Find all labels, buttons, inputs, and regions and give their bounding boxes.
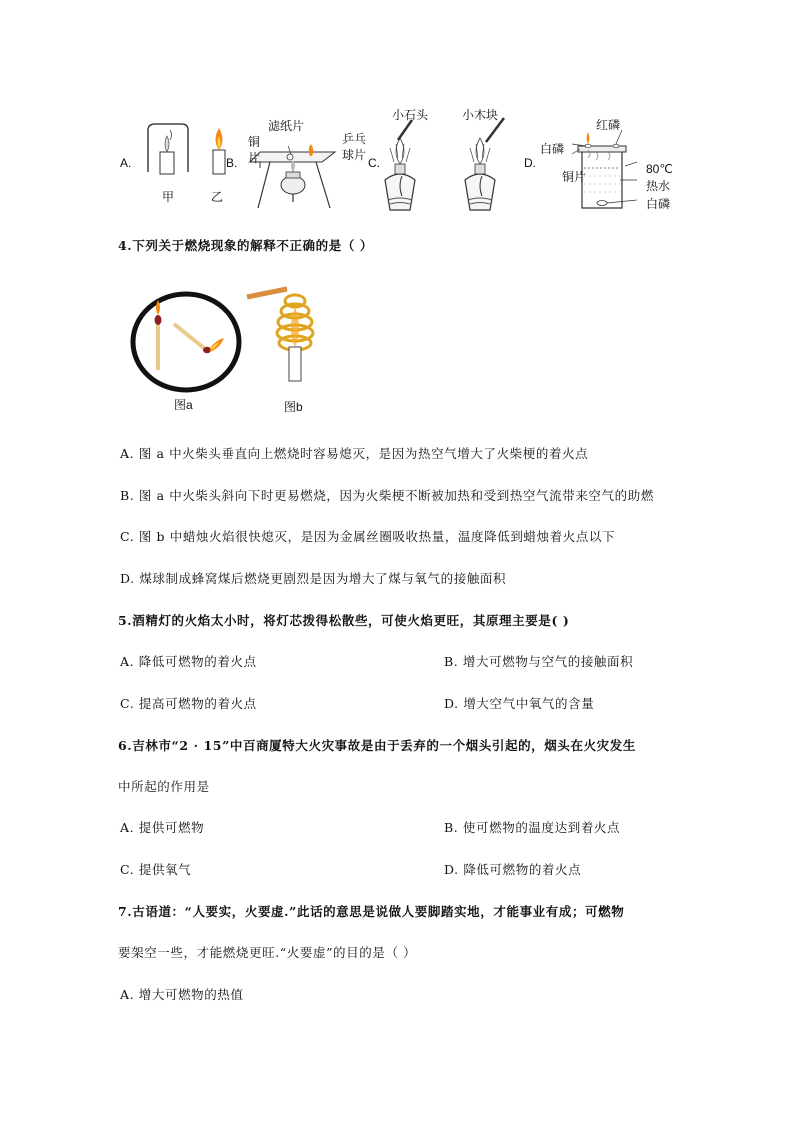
label-small-wood: 小木块 bbox=[462, 108, 499, 122]
label-white-phosphorus-bottom: 白磷 bbox=[646, 197, 671, 211]
question-6-option-b[interactable]: B. 使可燃物的温度达到着火点 bbox=[444, 820, 621, 835]
experiment-drawings bbox=[110, 100, 670, 215]
label-a: A. bbox=[120, 156, 132, 170]
question-4-option-b[interactable]: B. 图 a 中火柴头斜向下时更易燃烧，因为火柴梗不断被加热和受到热空气流带来空气的助燃 bbox=[120, 488, 654, 503]
label-red-phosphorus: 红磷 bbox=[596, 118, 621, 132]
label-d: D. bbox=[524, 156, 536, 170]
label-small-stone: 小石头 bbox=[392, 108, 429, 122]
alcohol-lamp-wood-drawing bbox=[465, 118, 504, 210]
label-c: C. bbox=[368, 156, 380, 170]
question-7-option-a[interactable]: A. 增大可燃物的热值 bbox=[120, 987, 244, 1002]
question-6-stem-line-2: 中所起的作用是 bbox=[118, 779, 210, 794]
question-7-stem-line-2: 要架空一些，才能燃烧更旺.“火要虚”的目的是（ ） bbox=[118, 945, 417, 960]
figure-b-coil-candle bbox=[245, 285, 325, 385]
label-filter-paper: 滤纸片 bbox=[268, 119, 305, 133]
question-4-stem: 4.下列关于燃烧现象的解释不正确的是（ ） bbox=[118, 238, 374, 253]
question-6-option-c[interactable]: C. 提供氧气 bbox=[120, 862, 192, 877]
label-tong-1: 铜 bbox=[248, 135, 261, 149]
label-temperature: 80℃ bbox=[646, 162, 673, 176]
question-5-stem: 5.酒精灯的火焰太小时，将灯芯拨得松散些，可使火焰更旺，其原理主要是( ) bbox=[118, 613, 570, 628]
question-4-option-d[interactable]: D. 煤球制成蜂窝煤后燃烧更剧烈是因为增大了煤与氧气的接触面积 bbox=[120, 571, 507, 586]
label-copper-plate-d: 铜片 bbox=[562, 170, 587, 184]
figure-a-matches bbox=[128, 290, 244, 394]
label-tong-2: 片 bbox=[248, 151, 261, 165]
question-4-option-a[interactable]: A. 图 a 中火柴头垂直向上燃烧时容易熄灭，是因为热空气增大了火柴梗的着火点 bbox=[120, 446, 589, 461]
question-5-option-a[interactable]: A. 降低可燃物的着火点 bbox=[120, 654, 257, 669]
figure-a-caption: 图a bbox=[174, 398, 193, 412]
question-6-stem-line-1: 6.吉林市“2 · 15”中百商厦特大火灾事故是由于丢弃的一个烟头引起的，烟头在火灾发生 bbox=[118, 738, 636, 753]
label-yi: 乙 bbox=[211, 190, 224, 204]
experiment-figure bbox=[110, 100, 673, 215]
label-pingpang-2: 球片 bbox=[342, 148, 367, 162]
label-jia: 甲 bbox=[162, 190, 175, 204]
candle-in-beaker-drawing bbox=[148, 124, 188, 174]
label-b: B. bbox=[226, 156, 238, 170]
label-pingpang-1: 乒乓 bbox=[342, 132, 367, 146]
label-hot-water: 热水 bbox=[646, 179, 671, 193]
alcohol-lamp-stone-drawing bbox=[385, 120, 415, 210]
copper-plate-tripod-drawing bbox=[250, 144, 335, 208]
question-5-option-b[interactable]: B. 增大可燃物与空气的接触面积 bbox=[444, 654, 634, 669]
question-4-option-c[interactable]: C. 图 b 中蜡烛火焰很快熄灭，是因为金属丝圈吸收热量，温度降低到蜡烛着火点以下 bbox=[120, 529, 616, 544]
question-7-stem-line-1: 7.古语道：“人要实，火要虚.”此话的意思是说做人要脚踏实地，才能事业有成；可燃物 bbox=[118, 904, 625, 919]
label-white-phosphorus-top: 白磷 bbox=[540, 142, 565, 156]
question-5-option-c[interactable]: C. 提高可燃物的着火点 bbox=[120, 696, 257, 711]
question-6-option-d[interactable]: D. 降低可燃物的着火点 bbox=[444, 862, 582, 877]
question-6-option-a[interactable]: A. 提供可燃物 bbox=[120, 820, 205, 835]
figure-b-caption: 图b bbox=[284, 400, 303, 414]
question-5-option-d[interactable]: D. 增大空气中氧气的含量 bbox=[444, 696, 595, 711]
candle-burning-drawing bbox=[213, 128, 225, 174]
